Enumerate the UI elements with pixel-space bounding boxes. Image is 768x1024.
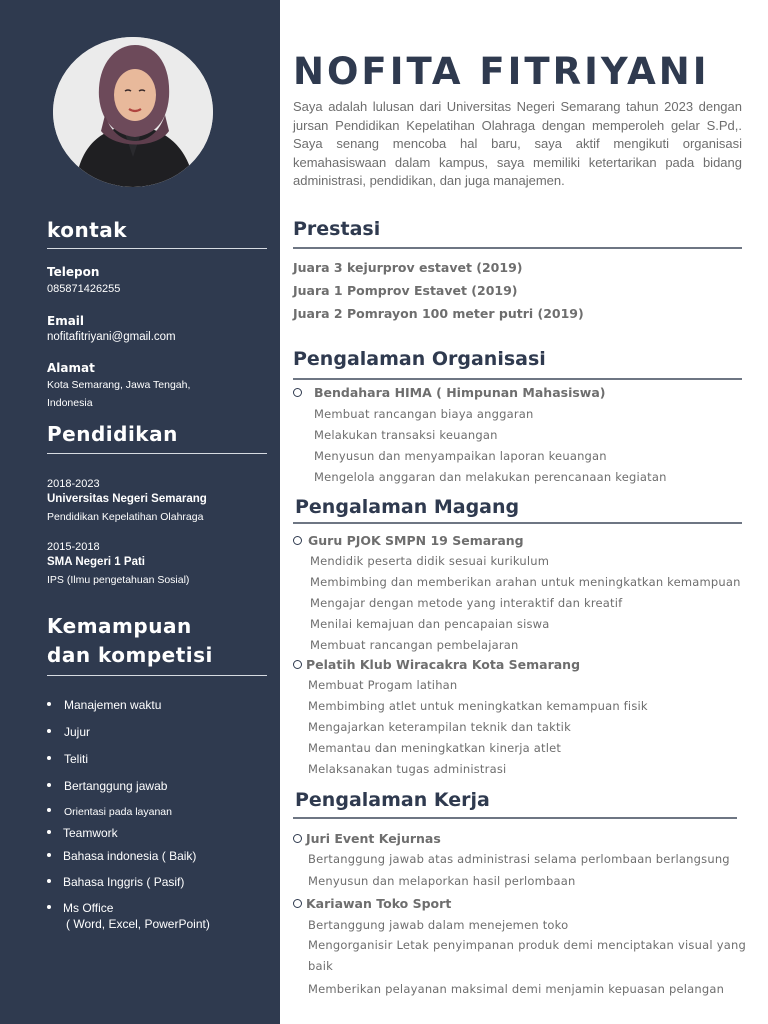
skill-item: Manajemen waktu xyxy=(47,698,161,712)
ms-office-detail: ( Word, Excel, PowerPoint) xyxy=(66,917,210,931)
internship-role: Pelatih Klub Wiracakra Kota Semarang xyxy=(293,657,580,672)
bullet-icon xyxy=(47,729,51,733)
address-label: Alamat xyxy=(47,361,95,375)
bullet-icon xyxy=(47,808,51,812)
skills-heading-line2: dan kompetisi xyxy=(47,643,213,667)
internship-divider xyxy=(293,522,742,524)
education-divider xyxy=(47,453,267,454)
achievement-item: Juara 3 kejurprov estavet (2019) xyxy=(293,260,523,275)
organization-role: Bendahara HIMA ( Himpunan Mahasiswa) xyxy=(293,385,606,400)
skill-item: Ms Office ( Word, Excel, PowerPoint) xyxy=(47,901,210,931)
profile-photo xyxy=(53,37,213,187)
work-task: Bertanggung jawab atas administrasi selama perlombaan berlangsung xyxy=(308,852,730,866)
internship-task: Melaksanakan tugas administrasi xyxy=(308,762,507,776)
full-name: NOFITA FITRIYANI xyxy=(293,50,710,93)
sidebar xyxy=(0,0,280,1024)
bullet-icon xyxy=(47,879,51,883)
work-divider xyxy=(293,817,737,819)
bullet-icon xyxy=(47,783,51,787)
circle-bullet-icon xyxy=(293,536,302,545)
phone-label: Telepon xyxy=(47,265,100,279)
circle-bullet-icon xyxy=(293,388,302,397)
skills-divider xyxy=(47,675,267,676)
work-task: Bertanggung jawab dalam menejemen toko xyxy=(308,918,569,932)
internship-task: Menilai kemajuan dan pencapaian siswa xyxy=(310,617,550,631)
bullet-icon xyxy=(47,853,51,857)
email-value: nofitafitriyani@gmail.com xyxy=(47,331,176,343)
bullet-icon xyxy=(47,905,51,909)
bullet-icon xyxy=(47,756,51,760)
organization-task: Menyusun dan menyampaikan laporan keuangan xyxy=(314,449,607,463)
skill-item: Teamwork xyxy=(47,826,118,840)
internship-task: Mengajarkan keterampilan teknik dan taktik xyxy=(308,720,571,734)
work-task: Memberikan pelayanan maksimal demi menjamin kepuasan pelangan xyxy=(308,982,725,996)
internship-task: Membuat rancangan pembelajaran xyxy=(310,638,519,652)
skill-item: Jujur xyxy=(47,725,90,739)
achievements-heading: Prestasi xyxy=(293,218,381,240)
address-value: Kota Semarang, Jawa Tengah, Indonesia xyxy=(47,379,191,409)
education-major: Pendidikan Kepelatihan Olahraga xyxy=(47,511,204,523)
profile-summary: Saya adalah lulusan dari Universitas Negeri Semarang tahun 2023 dengan jursan Pendidikan Kepelatihan Olahraga dengan memperoleh gelar S.Pd,. Saya senang mencoba hal baru, saya aktif mengikuti organisasi kemahasiswaan dalam kampus, saya memiliki ketertarikan pada bidang administrasi, pendidikan, dan juga manajemen. xyxy=(293,99,742,188)
education-years: 2018-2023 xyxy=(47,478,100,490)
organization-divider xyxy=(293,378,742,380)
skill-item: Bahasa Inggris ( Pasif) xyxy=(47,875,184,889)
skill-item: Bertanggung jawab xyxy=(47,779,167,793)
circle-bullet-icon xyxy=(293,899,302,908)
education-school: SMA Negeri 1 Pati xyxy=(47,556,145,568)
education-school: Universitas Negeri Semarang xyxy=(47,493,207,505)
organization-task: Mengelola anggaran dan melakukan perencanaan kegiatan xyxy=(314,470,667,484)
internship-task: Membuat Progam latihan xyxy=(308,678,458,692)
skills-heading xyxy=(47,612,213,670)
internship-task: Mendidik peserta didik sesuai kurikulum xyxy=(310,554,550,568)
work-heading: Pengalaman Kerja xyxy=(295,789,490,811)
profile-portrait-image xyxy=(53,37,213,187)
organization-heading: Pengalaman Organisasi xyxy=(293,348,546,370)
achievement-item: Juara 2 Pomrayon 100 meter putri (2019) xyxy=(293,306,584,321)
circle-bullet-icon xyxy=(293,834,302,843)
organization-task: Membuat rancangan biaya anggaran xyxy=(314,407,534,421)
internship-heading: Pengalaman Magang xyxy=(295,496,520,518)
internship-task: Memantau dan meningkatkan kinerja atlet xyxy=(308,741,562,755)
skill-item: Bahasa indonesia ( Baik) xyxy=(47,849,196,863)
work-role: Kariawan Toko Sport xyxy=(293,896,451,911)
phone-value: 085871426255 xyxy=(47,283,121,295)
internship-task: Membimbing atlet untuk meningkatkan kemampuan fisik xyxy=(308,699,648,713)
skills-heading-line1: Kemampuan xyxy=(47,614,192,638)
skill-item: Teliti xyxy=(47,752,88,766)
education-major: IPS (Ilmu pengetahuan Sosial) xyxy=(47,574,190,586)
achievements-divider xyxy=(293,247,742,249)
circle-bullet-icon xyxy=(293,660,302,669)
internship-task: Membimbing dan memberikan arahan untuk meningkatkan kemampuan xyxy=(310,575,741,589)
education-heading: Pendidikan xyxy=(47,422,178,446)
education-years: 2015-2018 xyxy=(47,541,100,553)
work-role: Juri Event Kejurnas xyxy=(293,831,441,846)
email-label: Email xyxy=(47,314,85,328)
internship-role: Guru PJOK SMPN 19 Semarang xyxy=(293,533,524,548)
contact-heading: kontak xyxy=(47,218,128,242)
bullet-icon xyxy=(47,702,51,706)
work-task: Mengorganisir Letak penyimpanan produk demi menciptakan visual yang baik xyxy=(308,938,746,973)
bullet-icon xyxy=(47,830,51,834)
internship-task: Mengajar dengan metode yang interaktif dan kreatif xyxy=(310,596,623,610)
skill-item: Orientasi pada layanan xyxy=(47,806,172,818)
contact-divider xyxy=(47,248,267,249)
organization-task: Melakukan transaksi keuangan xyxy=(314,428,498,442)
work-task: Menyusun dan melaporkan hasil perlombaan xyxy=(308,874,576,888)
achievement-item: Juara 1 Pomprov Estavet (2019) xyxy=(293,283,518,298)
